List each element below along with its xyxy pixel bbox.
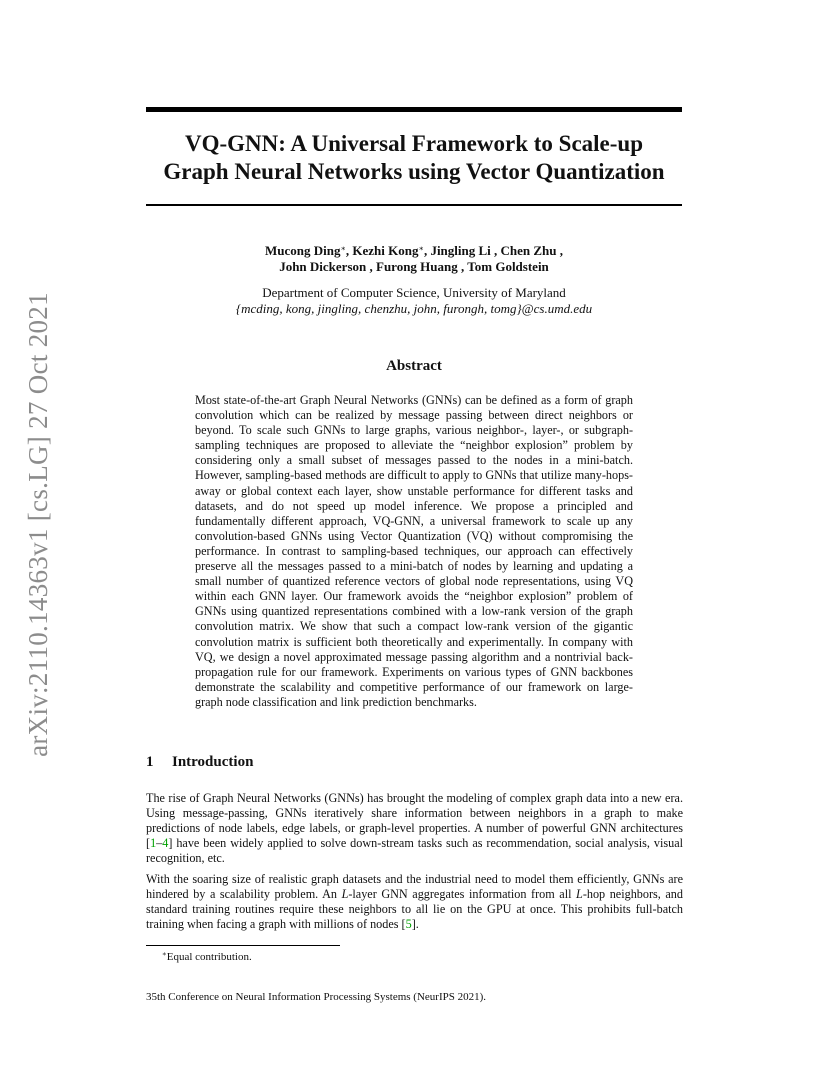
author-name: Furong Huang bbox=[376, 259, 458, 274]
author-name: Kezhi Kong bbox=[352, 243, 419, 258]
intro-paragraph-2 bbox=[146, 872, 683, 932]
footnote-rule bbox=[146, 945, 340, 946]
paragraph-text: The rise of Graph Neural Networks (GNNs) has brought the modeling of complex graph data into a new era. Using message-passing, GNNs iteratively share information between neighbors in a graph to make predictions of node labels, edge labels, or graph-level properties. A number of powerful GNN architectures [ bbox=[146, 791, 683, 851]
math-variable: L bbox=[341, 887, 349, 902]
citation-link[interactable]: 4 bbox=[162, 836, 169, 851]
section-number: 1 bbox=[146, 754, 154, 770]
math-variable: L bbox=[576, 887, 583, 902]
citation-link[interactable]: 1 bbox=[150, 836, 157, 851]
author-name: Jingling Li bbox=[430, 243, 491, 258]
section-heading bbox=[146, 754, 682, 771]
footnote-mark: ∗ bbox=[162, 950, 167, 958]
paragraph-text: -hop neighbors, and standard training routines require these neighbors to all lie on the GPU at once. This prohibits full-batch training when facing a graph with millions of nodes [ bbox=[146, 887, 683, 932]
author-name: John Dickerson bbox=[279, 259, 367, 274]
intro-paragraph-1 bbox=[146, 791, 683, 866]
footnote bbox=[162, 948, 252, 964]
paragraph-text: -layer GNN aggregates information from all bbox=[348, 887, 577, 902]
equal-contribution-mark: ∗ bbox=[418, 244, 424, 253]
affiliation: Department of Computer Science, University of Maryland bbox=[262, 285, 566, 300]
paragraph-text: With the soaring size of realistic graph datasets and the industrial need to model them efficiently, GNNs are hindered by a scalability problem. An bbox=[146, 872, 683, 902]
paper-title bbox=[146, 130, 682, 186]
title-bottom-rule bbox=[146, 204, 682, 206]
author-line-1: Mucong Ding∗, Kezhi Kong∗, Jingling Li , Chen Zhu , bbox=[264, 243, 564, 258]
title-top-rule bbox=[146, 107, 682, 112]
equal-contribution-mark: ∗ bbox=[340, 244, 346, 253]
citation-dash: – bbox=[156, 836, 163, 851]
title-line-1: VQ-GNN: A Universal Framework to Scale-up bbox=[184, 131, 644, 156]
citation-link[interactable]: 5 bbox=[405, 917, 412, 932]
paragraph-text: ]. bbox=[411, 917, 419, 932]
author-line-2: John Dickerson , Furong Huang , Tom Goldstein bbox=[279, 259, 549, 274]
arxiv-identifier-text: arXiv:2110.14363v1 [cs.LG] 27 Oct 2021 bbox=[22, 291, 53, 757]
author-name: Tom Goldstein bbox=[467, 259, 549, 274]
author-name: Chen Zhu bbox=[500, 243, 557, 258]
arxiv-identifier-stamp bbox=[16, 286, 60, 762]
conference-notice: 35th Conference on Neural Information Processing Systems (NeurIPS 2021). bbox=[146, 991, 487, 1003]
title-line-2: Graph Neural Networks using Vector Quantization bbox=[163, 159, 665, 184]
author-list bbox=[146, 241, 682, 275]
abstract-heading: Abstract bbox=[386, 358, 442, 374]
author-name: Mucong Ding bbox=[264, 243, 341, 258]
affiliation-block bbox=[146, 285, 682, 317]
author-emails: {mcding, kong, jingling, chenzhu, john, furongh, tomg}@cs.umd.edu bbox=[235, 301, 593, 316]
section-title: Introduction bbox=[172, 754, 254, 770]
paragraph-text: ] have been widely applied to solve down-stream tasks such as recommendation, social analysis, visual recognition, etc. bbox=[146, 836, 683, 866]
footnote-text: Equal contribution. bbox=[166, 951, 252, 963]
abstract-text: Most state-of-the-art Graph Neural Networks (GNNs) can be defined as a form of graph convolution which can be realized by message passing between direct neighbors or beyond. To scale such GNNs to large graphs, various neighbor-, layer-, or subgraph-sampling techniques are proposed to alleviate the “neighbor explosion” problem by considering only a small subset of messages passed to the nodes in a mini-batch. However, sampling-based methods are difficult to apply to GNNs that utilize many-hops-away or global context each layer, show unstable performance for different tasks and datasets, and do not speed up model inference. We propose a principled and fundamentally different approach, VQ-GNN, a universal framework to scale up any convolution-based GNNs using Vector Quantization (VQ) without compromising the performance. In contrast to sampling-based techniques, our approach can effectively preserve all the messages passed to a mini-batch of nodes by learning and updating a small number of quantized reference vectors of global node representations, using VQ within each GNN layer. Our framework avoids the “neighbor explosion” problem of GNNs using quantized representations combined with a low-rank version of the graph convolution matrix. We show that such a compact low-rank version of the gigantic convolution matrix is sufficient both theoretically and experimentally. In company with VQ, we design a novel approximated message passing algorithm and a nontrivial back-propagation rule for our framework. Experiments on various types of GNN backbones demonstrate the scalability and competitive performance of our framework on large-graph node classification and link prediction benchmarks. bbox=[195, 393, 633, 709]
